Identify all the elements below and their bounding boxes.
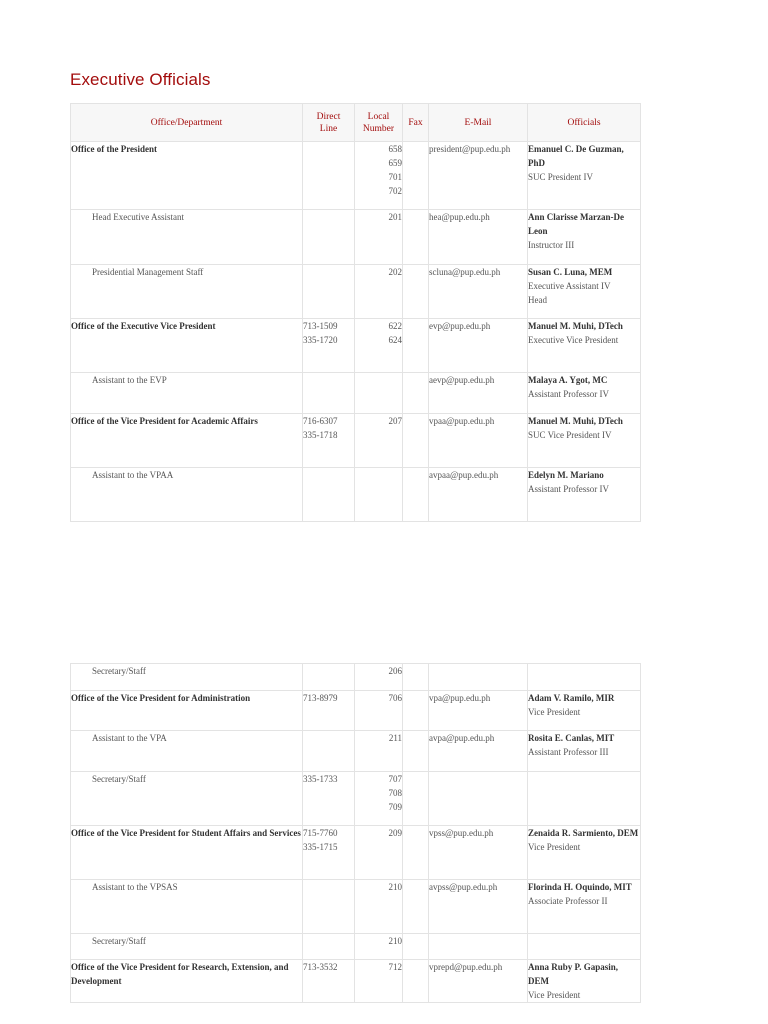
direct-line-cell: [303, 468, 355, 522]
table-row: [71, 772, 641, 826]
header-email: E-Mail: [429, 104, 528, 142]
official-name: Florinda H. Oquindo, MIT: [528, 882, 632, 892]
table-row: [71, 373, 641, 414]
direct-line-cell: [303, 414, 355, 468]
official-name: Adam V. Ramilo, MIR: [528, 693, 615, 703]
table-row: [71, 142, 641, 210]
email-address[interactable]: scluna@pup.edu.ph: [429, 265, 528, 319]
local-number: 201: [388, 212, 402, 222]
official-name: Rosita E. Canlas, MIT: [528, 733, 615, 743]
local-number-cell: [355, 934, 403, 960]
official-title: Vice President: [528, 842, 581, 852]
official-title: Assistant Professor IV: [528, 484, 609, 494]
local-number-cell: [355, 210, 403, 265]
office-name: Head Executive Assistant: [71, 210, 303, 265]
local-number: 702: [388, 186, 402, 196]
office-name: Assistant to the VPA: [71, 731, 303, 772]
table-header-row: [71, 104, 641, 142]
official-title: Executive Vice President: [528, 335, 619, 345]
local-number: 709: [388, 802, 402, 812]
page-title: Executive Officials: [70, 70, 211, 89]
office-name: Assistant to the VPSAS: [71, 880, 303, 934]
fax-cell: [403, 319, 429, 373]
office-name: Office of the Vice President for Research, Extension, and Development: [71, 960, 303, 1003]
table-row: [71, 664, 641, 691]
directory-table-1: [70, 103, 641, 522]
local-number: 659: [388, 158, 402, 168]
email-address[interactable]: vpss@pup.edu.ph: [429, 826, 528, 880]
header-local-number: Local Number: [355, 104, 403, 142]
table-row: [71, 960, 641, 1003]
office-name: Office of the Vice President for Student Affairs and Services: [71, 826, 303, 880]
email-address[interactable]: avpa@pup.edu.ph: [429, 731, 528, 772]
office-name: Secretary/Staff: [71, 664, 303, 691]
direct-line-cell: [303, 265, 355, 319]
email-address: [429, 934, 528, 960]
direct-line-cell: [303, 142, 355, 210]
header-officials: Officials: [528, 104, 641, 142]
local-number: 712: [388, 962, 402, 972]
official-title: Associate Professor II: [528, 896, 608, 906]
fax-cell: [403, 691, 429, 731]
email-address[interactable]: vpaa@pup.edu.ph: [429, 414, 528, 468]
direct-line-number: 335-1720: [303, 335, 338, 345]
table-row: [71, 468, 641, 522]
direct-line-number: 335-1733: [303, 774, 338, 784]
email-address[interactable]: avpss@pup.edu.ph: [429, 880, 528, 934]
official-title: SUC President IV: [528, 172, 593, 182]
official-title: Executive Assistant IV: [528, 281, 611, 291]
official-name: Manuel M. Muhi, DTech: [528, 416, 623, 426]
local-number: 701: [388, 172, 402, 182]
officials-cell: [528, 414, 641, 468]
direct-line-cell: [303, 880, 355, 934]
local-number-cell: [355, 414, 403, 468]
officials-cell: [528, 319, 641, 373]
direct-line-number: 335-1715: [303, 842, 338, 852]
official-name: Anna Ruby P. Gapasin, DEM: [528, 962, 618, 986]
official-name: Ann Clarisse Marzan-De Leon: [528, 212, 624, 236]
officials-cell: [528, 142, 641, 210]
direct-line-cell: [303, 210, 355, 265]
email-address[interactable]: hea@pup.edu.ph: [429, 210, 528, 265]
email-address[interactable]: avpaa@pup.edu.ph: [429, 468, 528, 522]
email-address[interactable]: vpa@pup.edu.ph: [429, 691, 528, 731]
direct-line-number: 713-3532: [303, 962, 338, 972]
local-number-cell: [355, 142, 403, 210]
officials-cell: [528, 373, 641, 414]
officials-cell: [528, 826, 641, 880]
fax-cell: [403, 731, 429, 772]
official-name: Manuel M. Muhi, DTech: [528, 321, 623, 331]
table-row: [71, 731, 641, 772]
local-number: 210: [388, 882, 402, 892]
local-number: 211: [388, 733, 402, 743]
fax-cell: [403, 210, 429, 265]
local-number-cell: [355, 373, 403, 414]
table-row: [71, 826, 641, 880]
official-title: Vice President: [528, 990, 581, 1000]
official-name: Susan C. Luna, MEM: [528, 267, 613, 277]
local-number-cell: [355, 319, 403, 373]
local-number: 707: [388, 774, 402, 784]
direct-line-cell: [303, 691, 355, 731]
fax-cell: [403, 265, 429, 319]
office-name: Office of the Vice President for Administration: [71, 691, 303, 731]
local-number: 624: [388, 335, 402, 345]
officials-cell: [528, 934, 641, 960]
local-number: 210: [388, 936, 402, 946]
officials-cell: [528, 960, 641, 1003]
header-office: Office/Department: [71, 104, 303, 142]
direct-line-cell: [303, 934, 355, 960]
direct-line-number: 716-6307: [303, 416, 338, 426]
direct-line-number: 335-1718: [303, 430, 338, 440]
table-row: [71, 934, 641, 960]
email-address[interactable]: aevp@pup.edu.ph: [429, 373, 528, 414]
officials-cell: [528, 691, 641, 731]
table-row: [71, 319, 641, 373]
local-number-cell: [355, 772, 403, 826]
local-number-cell: [355, 664, 403, 691]
direct-line-number: 715-7760: [303, 828, 338, 838]
table-row: [71, 691, 641, 731]
official-title: Vice President: [528, 707, 581, 717]
fax-cell: [403, 373, 429, 414]
officials-cell: [528, 210, 641, 265]
office-name: Office of the Executive Vice President: [71, 319, 303, 373]
local-number: 708: [388, 788, 402, 798]
header-direct-line: Direct Line: [303, 104, 355, 142]
office-name: Secretary/Staff: [71, 772, 303, 826]
email-address[interactable]: evp@pup.edu.ph: [429, 319, 528, 373]
official-name: Edelyn M. Mariano: [528, 470, 604, 480]
local-number: 207: [388, 416, 402, 426]
local-number: 706: [388, 693, 402, 703]
officials-cell: [528, 265, 641, 319]
local-number-cell: [355, 826, 403, 880]
fax-cell: [403, 826, 429, 880]
official-name: Zenaida R. Sarmiento, DEM: [528, 828, 639, 838]
official-name: Malaya A. Ygot, MC: [528, 375, 608, 385]
direct-line-cell: [303, 826, 355, 880]
direct-line-number: 713-1509: [303, 321, 338, 331]
fax-cell: [403, 934, 429, 960]
officials-cell: [528, 731, 641, 772]
local-number: 206: [388, 666, 402, 676]
email-address: [429, 772, 528, 826]
local-number-cell: [355, 468, 403, 522]
officials-cell: [528, 468, 641, 522]
email-address[interactable]: vprepd@pup.edu.ph: [429, 960, 528, 1003]
direct-line-cell: [303, 319, 355, 373]
table-row: [71, 210, 641, 265]
local-number: 622: [388, 321, 402, 331]
office-name: Assistant to the EVP: [71, 373, 303, 414]
local-number: 658: [388, 144, 402, 154]
fax-cell: [403, 414, 429, 468]
officials-cell: [528, 664, 641, 691]
direct-line-cell: [303, 772, 355, 826]
official-title: SUC Vice President IV: [528, 430, 612, 440]
official-title: Assistant Professor III: [528, 747, 609, 757]
fax-cell: [403, 664, 429, 691]
local-number: 209: [388, 828, 402, 838]
email-address[interactable]: president@pup.edu.ph: [429, 142, 528, 210]
email-address: [429, 664, 528, 691]
official-name: Emanuel C. De Guzman, PhD: [528, 144, 624, 168]
office-name: Secretary/Staff: [71, 934, 303, 960]
office-name: Office of the Vice President for Academic Affairs: [71, 414, 303, 468]
local-number-cell: [355, 691, 403, 731]
table-row: [71, 414, 641, 468]
fax-cell: [403, 772, 429, 826]
direct-line-number: 713-8979: [303, 693, 338, 703]
office-name: Presidential Management Staff: [71, 265, 303, 319]
local-number-cell: [355, 960, 403, 1003]
direct-line-cell: [303, 373, 355, 414]
table-row: [71, 265, 641, 319]
local-number-cell: [355, 265, 403, 319]
officials-cell: [528, 772, 641, 826]
official-title: Instructor III: [528, 240, 575, 250]
office-name: Office of the President: [71, 142, 303, 210]
header-fax: Fax: [403, 104, 429, 142]
officials-cell: [528, 880, 641, 934]
local-number: 202: [388, 267, 402, 277]
official-title: Assistant Professor IV: [528, 389, 609, 399]
direct-line-cell: [303, 664, 355, 691]
official-title: Head: [528, 295, 547, 305]
local-number-cell: [355, 731, 403, 772]
direct-line-cell: [303, 731, 355, 772]
table-row: [71, 880, 641, 934]
local-number-cell: [355, 880, 403, 934]
office-name: Assistant to the VPAA: [71, 468, 303, 522]
fax-cell: [403, 880, 429, 934]
fax-cell: [403, 142, 429, 210]
directory-table-2: [70, 663, 641, 1003]
fax-cell: [403, 960, 429, 1003]
fax-cell: [403, 468, 429, 522]
direct-line-cell: [303, 960, 355, 1003]
